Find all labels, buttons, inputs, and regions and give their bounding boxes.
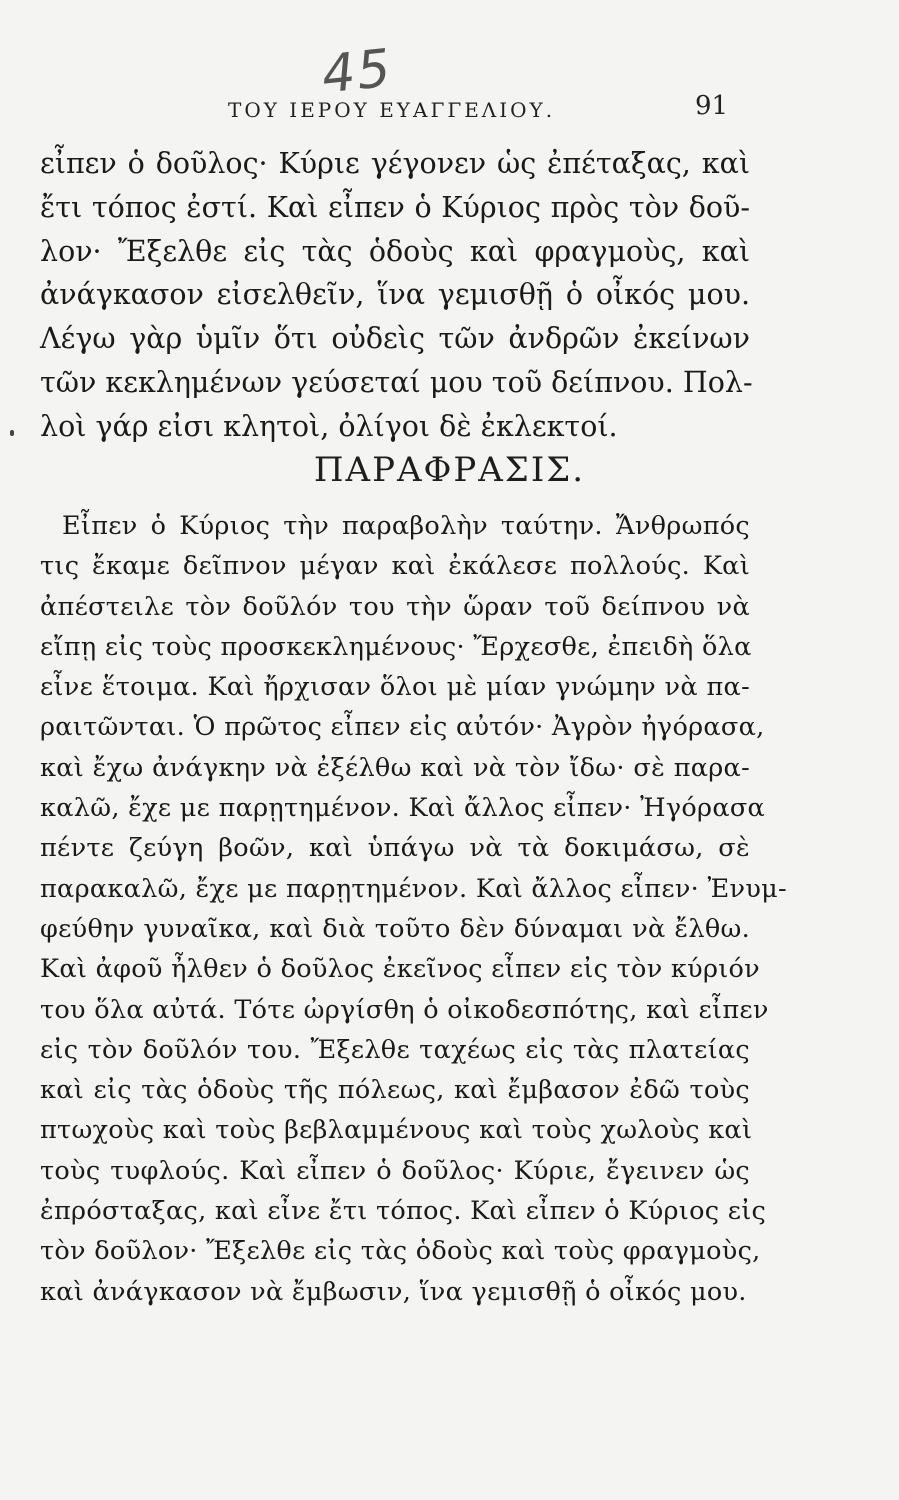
text-line: τὸν δοῦλον· Ἔξελθε εἰς τὰς ὁδοὺς καὶ τοὺς φραγμοὺς, [40, 1236, 761, 1267]
scripture-text [40, 142, 753, 449]
text-line: ἐπρόσταξας, καὶ εἶνε ἔτι τόπος. Καὶ εἶπεν ὁ Κύριος εἰς [40, 1196, 767, 1227]
text-line: Λέγω γὰρ ὑμῖν ὅτι οὐδεὶς τῶν ἀνδρῶν ἐκείνων [40, 322, 750, 356]
text-line: τῶν κεκλημένων γεύσεταί μου τοῦ δείπνου. Πολ- [40, 365, 753, 399]
text-line: καλῶ, ἔχε με παρῃτημένον. Καὶ ἄλλος εἶπεν· Ἠγόρασα [40, 793, 766, 824]
text-line: καὶ ἀνάγκασον νὰ ἔμβωσιν, ἵνα γεμισθῇ ὁ οἶκός μου. [40, 1276, 747, 1307]
text-line: φεύθην γυναῖκα, καὶ διὰ τοῦτο δὲν δύναμαι νὰ ἔλθω. [40, 913, 750, 944]
paraphrase-text [40, 506, 787, 1312]
text-line: τοὺς τυφλούς. Καὶ εἶπεν ὁ δοῦλος· Κύριε, ἔγεινεν ὡς [40, 1155, 750, 1186]
text-line: εἰς τὸν δοῦλόν του. Ἔξελθε ταχέως εἰς τὰς πλατείας [40, 1034, 750, 1065]
page-number: 91 [695, 91, 729, 121]
text-line: λον· Ἔξελθε εἰς τὰς ὁδοὺς καὶ φραγμοὺς, καὶ [40, 234, 750, 268]
text-line: καὶ ἔχω ἀνάγκην νὰ ἐξέλθω καὶ νὰ τὸν ἴδω· σὲ παρα- [40, 752, 750, 783]
text-line: Εἶπεν ὁ Κύριος τὴν παραβολὴν ταύτην. Ἄνθρωπός [62, 511, 750, 541]
section-heading: ΠΑΡΑΦΡΑΣΙΣ. [313, 450, 586, 490]
text-line: λοὶ γάρ εἰσι κλητοὶ, ὀλίγοι δὲ ἐκλεκτοί. [40, 409, 618, 443]
text-line: ἀπέστειλε τὸν δοῦλόν του τὴν ὥραν τοῦ δείπνου νὰ [40, 591, 750, 622]
text-line: τις ἔκαμε δεῖπνον μέγαν καὶ ἐκάλεσε πολλούς. Καὶ [40, 551, 750, 582]
margin-mark [10, 430, 14, 436]
handwritten-annotation: 45 [319, 38, 396, 106]
text-line: ἔτι τόπος ἐστί. Καὶ εἶπεν ὁ Κύριος πρὸς τὸν δοῦ- [40, 190, 750, 224]
text-line: του ὅλα αὐτά. Τότε ὠργίσθη ὁ οἰκοδεσπότης, καὶ εἶπεν [40, 994, 769, 1025]
text-line: ἀνάγκασον εἰσελθεῖν, ἵνα γεμισθῇ ὁ οἶκός μου. [40, 278, 750, 312]
text-line: εἴπῃ εἰς τοὺς προσκεκλημένους· Ἔρχεσθε, ἐπειδὴ ὅλα [40, 631, 752, 662]
text-line: ραιτῶνται. Ὁ πρῶτος εἶπεν εἰς αὐτόν· Ἀγρὸν ἠγόρασα, [40, 712, 765, 743]
text-line: πτωχοὺς καὶ τοὺς βεβλαμμένους καὶ τοὺς χωλοὺς καὶ [40, 1115, 753, 1146]
text-line: εἶνε ἕτοιμα. Καὶ ἤρχισαν ὅλοι μὲ μίαν γνώμην νὰ πα- [40, 672, 750, 703]
text-line: καὶ εἰς τὰς ὁδοὺς τῆς πόλεως, καὶ ἔμβασον ἐδῶ τοὺς [40, 1075, 750, 1106]
text-line: Καὶ ἀφοῦ ἦλθεν ὁ δοῦλος ἐκεῖνος εἶπεν εἰς τὸν κύριόν [40, 954, 760, 985]
text-line: παρακαλῶ, ἔχε με παρῃτημένον. Καὶ ἄλλος εἶπεν· Ἐνυμ- [40, 873, 787, 904]
text-line: εἶπεν ὁ δοῦλος· Κύριε γέγονεν ὡς ἐπέταξας, καὶ [40, 147, 750, 180]
text-line: πέντε ζεύγη βοῶν, καὶ ὑπάγω νὰ τὰ δοκιμάσω, σὲ [40, 833, 750, 864]
running-header: ΤΟΥ ΙΕΡΟΥ ΕΥΑΓΓΕΛΙΟΥ. [228, 98, 556, 122]
